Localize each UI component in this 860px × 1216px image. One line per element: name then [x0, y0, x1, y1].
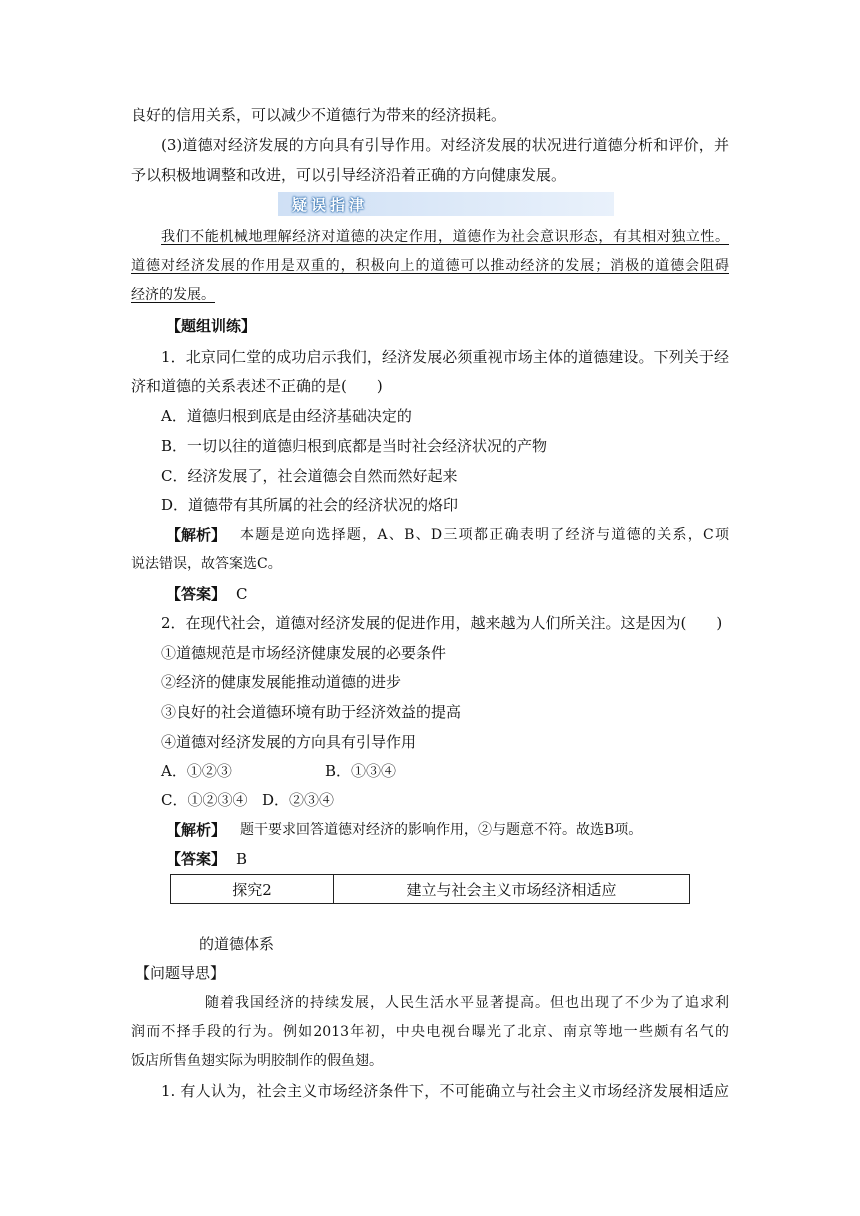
q2-answer-label: 【答案】 [166, 850, 227, 868]
q2-statement-4: ④道德对经济发展的方向具有引导作用 [161, 733, 417, 751]
q2-option-d: D．②③④ [262, 791, 335, 809]
tips-banner [278, 192, 614, 216]
guide-paragraph-line-3: 饭店所售鱼翅实际为明胶制作的假鱼翅。 [131, 1053, 383, 1069]
q2-analysis-label: 【解析】 [166, 821, 227, 839]
q1-option-d: D．道德带有其所属的社会的经济状况的烙印 [161, 496, 459, 514]
guide-paragraph-line-1: 随着我国经济的持续发展，人民生活水平显著提高。但也出现了不少为了追求利 [205, 995, 729, 1011]
q1-stem-line-1: 1．北京同仁堂的成功启示我们，经济发展必须重视市场主体的道德建设。下列关于经 [161, 348, 729, 366]
practice-heading: 【题组训练】 [166, 317, 257, 335]
q2-analysis: 题干要求回答道德对经济的影响作用，②与题意不符。故选B项。 [240, 822, 643, 838]
q1-option-b: B．一切以往的道德归根到底都是当时社会经济状况的产物 [161, 437, 548, 455]
q1-answer: C [236, 585, 248, 603]
guide-paragraph-line-2: 润而不择手段的行为。例如2013年初，中央电视台曝光了北京、南京等地一些颇有名气的 [131, 1024, 729, 1040]
q1-stem-line-2: 济和道德的关系表述不正确的是( ) [131, 377, 383, 395]
explore-table [170, 874, 690, 904]
q1-option-c: C．经济发展了，社会道德会自然而然好起来 [161, 467, 458, 485]
tips-banner-title: 疑误指津 [292, 196, 369, 214]
body-line-2: (3)道德对经济发展的方向具有引导作用。对经济发展的状况进行道德分析和评价，并 [161, 136, 729, 154]
guide-heading: 【问题导思】 [135, 964, 226, 982]
note-line-2: 道德对经济发展的作用是双重的，积极向上的道德可以推动经济的发展；消极的道德会阻碍 [131, 258, 729, 274]
q2-option-a: A．①②③ [161, 762, 232, 780]
q1-option-a: A．道德归根到底是由经济基础决定的 [161, 407, 412, 425]
explore-label: 探究2 [171, 875, 334, 904]
q1-analysis-line-2: 说法错误，故答案选C。 [131, 556, 282, 572]
note-line-3: 经济的发展。 [131, 287, 215, 303]
explore-title-continued: 的道德体系 [199, 935, 275, 953]
explore-title: 建立与社会主义市场经济相适应 [334, 875, 690, 904]
guide-question-1: 1. 有人认为，社会主义市场经济条件下，不可能确立与社会主义市场经济发展相适应 [161, 1082, 729, 1100]
note-line-1: 我们不能机械地理解经济对道德的决定作用，道德作为社会意识形态，有其相对独立性。 [161, 229, 729, 245]
q1-analysis-line-1: 本题是逆向选择题，A、B、D三项都正确表明了经济与道德的关系，C项 [240, 527, 729, 543]
q2-answer: B [236, 850, 248, 868]
q2-statement-3: ③良好的社会道德环境有助于经济效益的提高 [161, 703, 462, 721]
body-line-3: 予以积极地调整和改进，可以引导经济沿着正确的方向健康发展。 [131, 166, 567, 184]
q2-stem: 2．在现代社会，道德对经济发展的促进作用，越来越为人们所关注。这是因为( ) [161, 614, 723, 632]
q2-statement-1: ①道德规范是市场经济健康发展的必要条件 [161, 644, 447, 662]
q1-answer-label: 【答案】 [166, 585, 227, 603]
body-line-1: 良好的信用关系，可以减少不道德行为带来的经济损耗。 [131, 106, 507, 124]
q2-option-c: C．①②③④ [161, 791, 248, 809]
q2-option-b: B．①③④ [325, 762, 397, 780]
q1-analysis-label: 【解析】 [166, 526, 227, 544]
q2-statement-2: ②经济的健康发展能推动道德的进步 [161, 673, 402, 691]
